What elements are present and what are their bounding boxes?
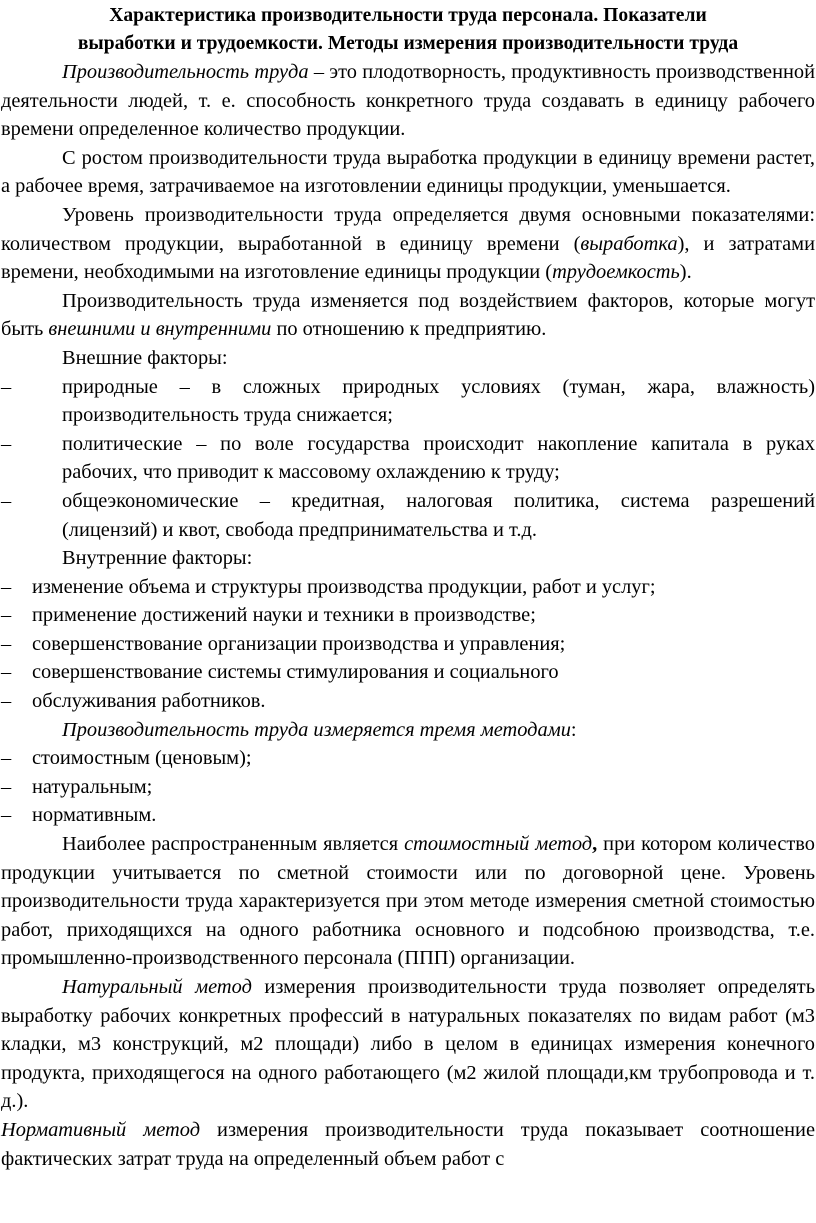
term-productivity: Производительность труда bbox=[62, 61, 309, 83]
paragraph-normative-method bbox=[1, 1116, 815, 1173]
methods-heading-colon: : bbox=[570, 718, 577, 741]
term-cost-method: стоимостный метод bbox=[404, 833, 593, 856]
term-normative-method: Нормативный метод bbox=[1, 1118, 201, 1141]
internal-factors-heading: Внутренние факторы: bbox=[62, 547, 253, 570]
list-item-text: обслуживания работников. bbox=[32, 690, 266, 713]
list-item-text: натуральным; bbox=[32, 775, 153, 798]
factors-emphasis: внешними и внутренними bbox=[48, 318, 272, 341]
list-dash: – bbox=[1, 375, 12, 398]
list-item-text: стоимостным (ценовым); bbox=[32, 747, 252, 770]
list-item-text: нормативным. bbox=[32, 804, 157, 827]
list-dash: – bbox=[1, 690, 12, 713]
list-dash: – bbox=[1, 632, 12, 655]
list-dash: – bbox=[1, 661, 12, 684]
external-factors-heading: Внешние факторы: bbox=[62, 346, 228, 369]
list-item bbox=[1, 744, 815, 773]
cost-method-text-b: при котором количество продукции учитывается по сметной стоимости или по договорной цене. Уровень производительности труда характеризуется при этом методе измерения сметной стоимостью работ, приходящихся на одного работника основного и подсобною производства, т.е. промышленно-производственного персонала (ППП) организации. bbox=[1, 833, 815, 970]
list-item bbox=[1, 573, 815, 602]
list-item bbox=[1, 430, 815, 487]
list-item bbox=[1, 687, 815, 716]
list-item-text: применение достижений науки и техники в производстве; bbox=[32, 604, 536, 627]
document-title bbox=[1, 2, 815, 58]
list-item-text: политические – по воле государства происходит накопление капитала в руках рабочих, что приводит к массовому охлаждению к труду; bbox=[62, 432, 815, 484]
factors-text-b: по отношению к предприятию. bbox=[271, 318, 547, 341]
term-output: выработка bbox=[580, 232, 678, 255]
list-item bbox=[1, 601, 815, 630]
paragraph-cost-method bbox=[1, 830, 815, 973]
list-dash: – bbox=[1, 432, 12, 455]
methods-heading-text: Производительность труда измеряется тремя методами bbox=[62, 718, 571, 741]
list-item bbox=[1, 658, 815, 687]
list-item bbox=[1, 487, 815, 544]
natural-method-text: измерения производительности труда позволяет определять выработку рабочих конкретных профессий в натуральных показателях по видам работ (м3 кладки, м3 конструкций, м2 площади) либо в целом в единицах измерения конечного продукта, приходящегося на одного работающего (м2 жилой площади,км трубопровода и т. д.). bbox=[1, 976, 816, 1113]
paragraph-indicators bbox=[1, 201, 815, 287]
indicators-text-c: ). bbox=[679, 261, 692, 284]
list-dash: – bbox=[1, 747, 12, 770]
list-item bbox=[1, 630, 815, 659]
list-dash: – bbox=[1, 575, 12, 598]
list-dash: – bbox=[1, 489, 12, 512]
list-dash: – bbox=[1, 604, 12, 627]
methods-heading bbox=[1, 716, 815, 745]
list-item-text: совершенствование организации производства и управления; bbox=[32, 632, 566, 655]
indicators-text-b: ), и затратами времени, необходимыми на изготовление единицы продукции ( bbox=[1, 232, 815, 284]
list-item-text: изменение объема и структуры производства продукции, работ и услуг; bbox=[32, 575, 656, 598]
list-item bbox=[1, 801, 815, 830]
list-item-text: совершенствование системы стимулирования и социального bbox=[32, 661, 559, 684]
list-item-text: природные – в сложных природных условиях (туман, жара, влажность) производительность труда снижается; bbox=[62, 375, 815, 427]
paragraph-natural-method bbox=[1, 973, 815, 1116]
normative-method-text: измерения производительности труда показывает соотношение фактических затрат труда на определенный объем работ с bbox=[1, 1118, 816, 1170]
paragraph-definition bbox=[1, 58, 815, 144]
list-dash: – bbox=[1, 804, 12, 827]
paragraph-growth: С ростом производительности труда выработка продукции в единицу времени растет, а рабочее время, затрачиваемое на изготовлении единицы продукции, уменьшается. bbox=[1, 146, 815, 198]
list-item-text: общеэкономические – кредитная, налоговая политика, система разрешений (лицензий) и квот, свобода предпринимательства и т.д. bbox=[62, 489, 815, 541]
cost-method-comma: , bbox=[592, 833, 598, 856]
title-line-2: выработки и трудоемкости. Методы измерения производительности труда bbox=[77, 33, 739, 54]
list-item bbox=[1, 373, 815, 430]
list-dash: – bbox=[1, 775, 12, 798]
list-item bbox=[1, 773, 815, 802]
term-labor-intensity: трудоемкость bbox=[552, 261, 680, 284]
indicators-text-a: Уровень производительности труда определяется двумя основными показателями: количеством продукции, выработанной в единицу времени ( bbox=[1, 203, 815, 255]
title-line-1: Характеристика производительности труда персонала. Показатели bbox=[109, 5, 707, 26]
factors-text-a: Производительность труда изменяется под воздействием факторов, которые могут быть bbox=[1, 289, 815, 341]
paragraph-factors bbox=[1, 287, 815, 344]
cost-method-text-a: Наиболее распространенным является bbox=[62, 833, 405, 856]
definition-text: – это плодотворность, продуктивность производственной деятельности людей, т. е. способность конкретного труда создавать в единицу рабочего времени определенное количество продукции. bbox=[1, 61, 815, 141]
term-natural-method: Натуральный метод bbox=[62, 976, 252, 998]
